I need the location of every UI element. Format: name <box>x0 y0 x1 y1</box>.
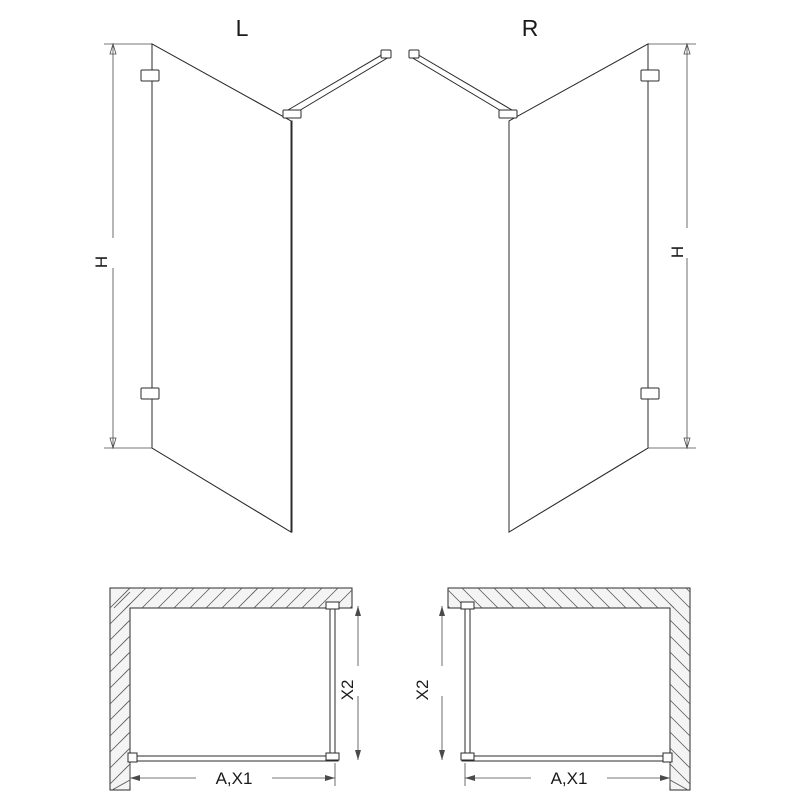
left-plan-wall <box>110 588 352 790</box>
left-plan-view <box>110 588 361 790</box>
right-plan-main-panel <box>462 756 670 761</box>
right-side-panel <box>509 44 648 532</box>
left-plan-depth-label: X2 <box>338 679 357 701</box>
left-stabiliser-bar <box>283 50 391 118</box>
left-wall-bracket-bottom <box>141 388 159 399</box>
right-stabiliser-bar <box>409 50 517 118</box>
right-plan-width-label: A,X1 <box>550 769 588 788</box>
variant-label-left: L <box>235 15 249 41</box>
right-plan-bracket <box>461 602 672 762</box>
left-main-glass-panel <box>152 44 291 532</box>
right-plan-side-panel <box>465 604 470 761</box>
right-plan-wall-hatching <box>448 588 690 790</box>
left-wall-bracket-top <box>141 70 159 81</box>
left-perspective-view <box>92 15 391 532</box>
right-wall-bracket-top <box>641 70 659 81</box>
left-height-dimension <box>110 44 116 448</box>
left-plan-wall-hatching <box>110 588 352 790</box>
variant-label-right: R <box>521 15 539 41</box>
left-plan-bracket <box>128 602 339 762</box>
left-height-label: H <box>92 255 111 269</box>
right-perspective-view <box>409 15 696 532</box>
right-height-label: H <box>668 245 687 259</box>
left-plan-width-label: A,X1 <box>215 769 253 788</box>
right-plan-wall <box>448 588 690 790</box>
right-plan-view <box>413 588 690 790</box>
right-wall-bracket-bottom <box>641 388 659 399</box>
right-plan-depth-label: X2 <box>413 679 432 701</box>
left-height-extension-lines <box>104 44 152 448</box>
left-plan-side-panel <box>330 604 335 761</box>
right-plan-depth-dimension <box>439 606 445 760</box>
left-plan-main-panel <box>130 756 338 761</box>
